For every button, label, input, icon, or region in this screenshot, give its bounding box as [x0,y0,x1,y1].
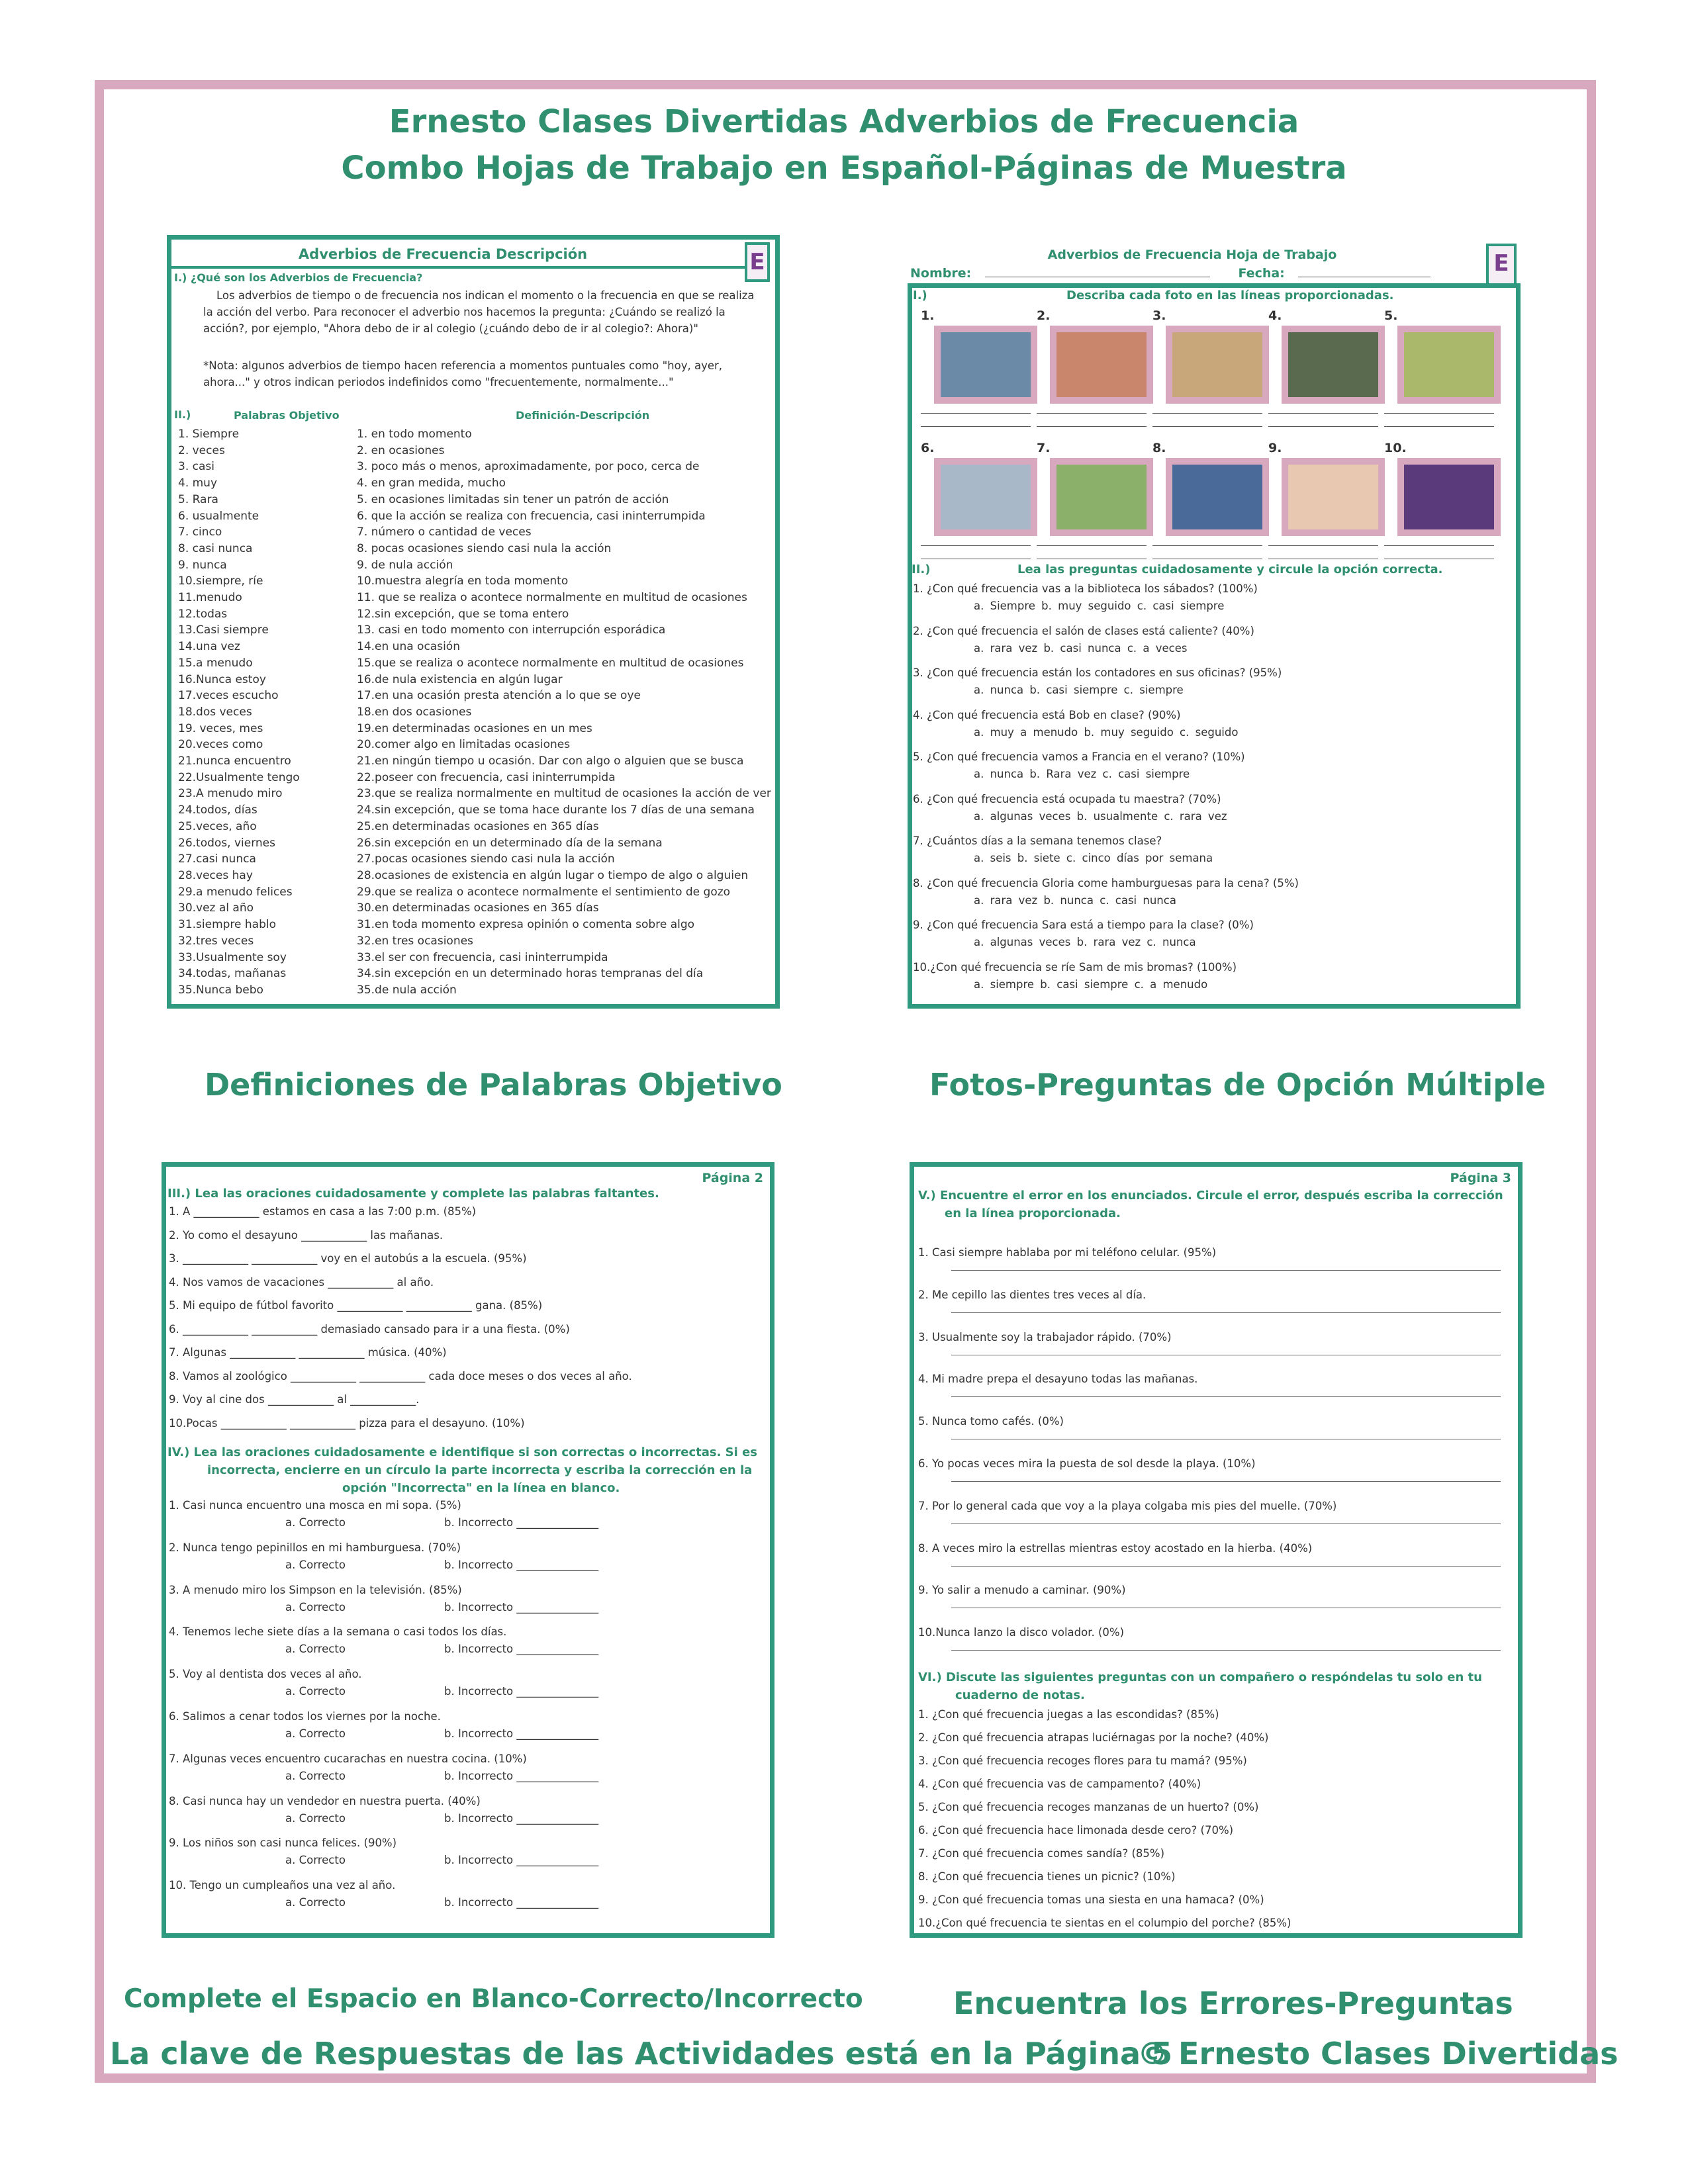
correction-line [951,1312,1501,1313]
error-sentence: 10.Nunca lanzo la disco volador. (0%) [918,1626,1125,1639]
page-title: Adverbios de Frecuencia Descripción [298,246,588,262]
option-correct: a. Correcto [285,1558,346,1571]
target-word: 15.a menudo [178,656,253,670]
definition-item: 7. número o cantidad de veces [357,525,532,539]
photo-number: 4. [1268,308,1282,323]
answer-line [921,413,1031,414]
definition-item: 19.en determinadas ocasiones en un mes [357,721,592,735]
photo-number: 2. [1037,308,1051,323]
definition-item: 6. que la acción se realiza con frecuencia, casi ininterrumpida [357,509,706,523]
section-heading [918,1668,1482,1704]
error-sentence: 8. A veces miro la estrellas mientras estoy acostado en la hierba. (40%) [918,1541,1313,1555]
target-word: 32.tres veces [178,934,254,948]
question-text: 4. ¿Con qué frecuencia está Bob en clase? (90%) [913,708,1181,721]
intro-line: la acción del verbo. Para reconocer el adverbio nos hacemos la pregunta: ¿Cuándo se realizó la [203,306,726,318]
error-sentence: 4. Mi madre prepa el desayuno todas las mañanas. [918,1373,1198,1386]
section-heading [918,1187,1503,1222]
statement-text: 5. Voy al dentista dos veces al año. [169,1668,362,1681]
discussion-question: 6. ¿Con qué frecuencia hace limonada desde cero? (70%) [918,1824,1234,1837]
statement-text: 2. Nunca tengo pepinillos en mi hamburguesa. (70%) [169,1541,461,1554]
date-label: Fecha: [1238,266,1285,281]
target-word: 19. veces, mes [178,721,263,735]
section-line: incorrecta, encierre en un círculo la parte incorrecta y escriba la corrección en la [207,1463,753,1477]
option-incorrect: b. Incorrecto _______________ [444,1558,599,1571]
discussion-question: 2. ¿Con qué frecuencia atrapas luciérnagas por la noche? (40%) [918,1731,1269,1744]
fill-blank-item: 3. ____________ ____________ voy en el autobús a la escuela. (95%) [169,1252,527,1265]
answer-line [1152,545,1262,546]
definition-item: 1. en todo momento [357,428,472,441]
discussion-question: 4. ¿Con qué frecuencia vas de campamento? (40%) [918,1778,1201,1790]
correction-line [951,1396,1501,1397]
statement-text: 3. A menudo miro los Simpson en la televisión. (85%) [169,1583,462,1596]
target-word: 28.veces hay [178,868,253,882]
answer-line [1268,545,1378,546]
definition-item: 9. de nula acción [357,558,453,572]
statement-text: 7. Algunas veces encuentro cucarachas en nuestra cocina. (10%) [169,1752,527,1765]
discussion-question: 7. ¿Con qué frecuencia comes sandía? (85%) [918,1847,1165,1860]
option-incorrect: b. Incorrecto _______________ [444,1811,599,1825]
statement-text: 9. Los niños son casi nunca felices. (90%) [169,1837,397,1850]
target-word: 22.Usualmente tengo [178,770,300,784]
fill-blank-item: 1. A ____________ estamos en casa a las 7:00 p.m. (85%) [169,1205,477,1218]
column-header: Palabras Objetivo [234,409,340,422]
statement-text: 4. Tenemos leche siete días a la semana o casi todos los días. [169,1625,507,1639]
question-options: a. siempre b. casi siempre c. a menudo [974,978,1208,991]
definition-item: 28.ocasiones de existencia en algún lugar o tiempo de algo o alguien [357,868,749,882]
note-line: *Nota: algunos adverbios de tiempo hacen referencia a momentos puntuales como "hoy, ayer, [203,359,723,372]
photo-number: 7. [1037,441,1051,455]
option-incorrect: b. Incorrecto _______________ [444,1600,599,1614]
definitions-list [357,426,771,999]
question-options: a. muy a menudo b. muy seguido c. seguido [974,725,1239,739]
option-correct: a. Correcto [285,1685,346,1698]
caption-photos: Fotos-Preguntas de Opción Múltiple [929,1067,1546,1103]
definition-item: 21.en ningún tiempo u ocasión. Dar con algo o alguien que se busca [357,754,744,768]
answer-line [1037,413,1147,414]
fill-blank-item: 2. Yo como el desayuno ____________ las mañanas. [169,1228,444,1242]
discussion-question: 9. ¿Con qué frecuencia tomas una siesta en una hamaca? (0%) [918,1893,1264,1906]
question-options: a. nunca b. Rara vez c. casi siempre [974,768,1190,780]
header-title: Ernesto Clases Divertidas Adverbios de Frecuencia [389,103,1299,140]
fill-blank-item: 4. Nos vamos de vacaciones ____________ al año. [169,1275,434,1289]
answer-line [1152,413,1262,414]
answer-line [1037,426,1147,427]
photo-number: 9. [1268,441,1282,455]
photo-number: 6. [921,441,935,455]
sample-page-definitions [167,235,780,1009]
intro-text [203,287,754,337]
question-text: 8. ¿Con qué frecuencia Gloria come hamburguesas para la cena? (5%) [913,876,1299,889]
caption-errors: Encuentra los Errores-Preguntas [953,1985,1513,2021]
target-word: 30.vez al año [178,901,254,915]
option-correct: a. Correcto [285,1516,346,1529]
answer-line [1268,413,1378,414]
definition-item: 26.sin excepción en un determinado día de la semana [357,836,663,850]
definition-item: 13. casi en todo momento con interrupción esporádica [357,623,666,637]
section-heading: II.) [174,408,191,421]
option-incorrect: b. Incorrecto _______________ [444,1854,599,1867]
section-heading [167,1443,757,1497]
definition-item: 27.pocas ocasiones siendo casi nula la acción [357,852,615,866]
fill-blank-item: 9. Voy al cine dos ____________ al ____________. [169,1393,420,1406]
photo-image [1166,326,1269,404]
correction-line [951,1566,1501,1567]
target-word: 25.veces, año [178,819,257,833]
discussion-question: 8. ¿Con qué frecuencia tienes un picnic? (10%) [918,1870,1176,1883]
caption-fill-blank: Complete el Espacio en Blanco-Correcto/Incorrecto [124,1984,863,2014]
target-word: 4. muy [178,477,218,490]
option-correct: a. Correcto [285,1643,346,1656]
definition-item: 31.en toda momento expresa opinión o comenta sobre algo [357,918,695,932]
option-incorrect: b. Incorrecto _______________ [444,1516,599,1529]
option-correct: a. Correcto [285,1769,346,1782]
question-text: 3. ¿Con qué frecuencia están los contadores en sus oficinas? (95%) [913,666,1282,679]
error-sentence: 1. Casi siempre hablaba por mi teléfono celular. (95%) [918,1246,1217,1259]
question-text: 2. ¿Con qué frecuencia el salón de clases está caliente? (40%) [913,624,1254,637]
question-text: 5. ¿Con qué frecuencia vamos a Francia en el verano? (10%) [913,751,1245,763]
target-word: 3. casi [178,460,214,474]
photo-image [934,458,1037,536]
section-instructions: Describa cada foto en las líneas proporcionadas. [1066,289,1394,302]
definition-item: 15.que se realiza o acontece normalmente en multitud de ocasiones [357,656,744,670]
target-word: 23.A menudo miro [178,787,283,801]
photo-image [1282,326,1385,404]
target-word: 6. usualmente [178,509,259,523]
fill-blank-item: 10.Pocas ____________ ____________ pizza para el desayuno. (10%) [169,1416,525,1430]
note-text [203,357,722,390]
answer-line [1037,545,1147,546]
question-text: 1. ¿Con qué frecuencia vas a la biblioteca los sábados? (100%) [913,582,1258,595]
option-incorrect: b. Incorrecto _______________ [444,1769,599,1782]
definition-item: 14.en una ocasión [357,640,460,654]
target-word: 31.siempre hablo [178,918,277,932]
sample-page-photos [908,241,1521,1009]
photo-image [1166,458,1269,536]
correction-line [951,1270,1501,1271]
question-options: a. Siempre b. muy seguido c. casi siempre [974,600,1225,612]
definition-item: 5. en ocasiones limitadas sin tener un patrón de acción [357,492,669,506]
answer-line [1384,426,1494,427]
page-number: Página 3 [1450,1171,1511,1185]
question-options: a. algunas veces b. usualmente c. rara vez [974,809,1227,823]
logo-icon: E [745,242,770,282]
statement-text: 1. Casi nunca encuentro una mosca en mi sopa. (5%) [169,1499,461,1512]
photo-number: 8. [1152,441,1166,455]
definition-item: 3. poco más o menos, aproximadamente, por poco, cerca de [357,460,700,474]
definition-item: 8. pocas ocasiones siendo casi nula la acción [357,541,612,555]
definition-item: 4. en gran medida, mucho [357,477,506,490]
statement-text: 10. Tengo un cumpleaños una vez al año. [169,1879,396,1892]
section-line: IV.) Lea las oraciones cuidadosamente e identifique si son correctas o incorrectas. Si es [167,1445,758,1459]
option-correct: a. Correcto [285,1811,346,1825]
photo-image [1397,326,1501,404]
target-word: 29.a menudo felices [178,885,293,899]
answer-line [921,545,1031,546]
answer-line [1152,426,1262,427]
option-correct: a. Correcto [285,1854,346,1867]
target-word: 35.Nunca bebo [178,983,263,997]
footer-copyright: © Ernesto Clases Divertidas [1137,2036,1618,2071]
discussion-question: 10.¿Con qué frecuencia te sientas en el columpio del porche? (85%) [918,1917,1291,1929]
target-word: 7. cinco [178,525,222,539]
answer-line [1268,426,1378,427]
section-instructions: Lea las preguntas cuidadosamente y circule la opción correcta. [1017,563,1443,576]
target-word: 18.dos veces [178,705,252,719]
photo-image [934,326,1037,404]
section-heading: III.) Lea las oraciones cuidadosamente y complete las palabras faltantes. [167,1187,659,1201]
target-word: 34.todas, mañanas [178,967,287,981]
definition-item: 22.poseer con frecuencia, casi ininterrumpida [357,770,616,784]
header-subtitle: Combo Hojas de Trabajo en Español-Páginas de Muestra [341,150,1347,187]
target-words-list [178,426,300,999]
photo-image [1050,326,1153,404]
section-line: opción "Incorrecta" en la línea en blanco. [342,1481,620,1495]
definition-item: 10.muestra alegría en toda momento [357,574,569,588]
sample-page-errors [910,1162,1523,1938]
statement-text: 6. Salimos a cenar todos los viernes por la noche. [169,1710,441,1723]
question-text: 9. ¿Con qué frecuencia Sara está a tiempo para la clase? (0%) [913,919,1254,931]
target-word: 27.casi nunca [178,852,256,866]
option-correct: a. Correcto [285,1600,346,1614]
section-heading: II.) [912,563,931,576]
target-word: 24.todos, días [178,803,258,817]
photo-number: 5. [1384,308,1398,323]
definition-item: 11. que se realiza o acontece normalmente en multitud de ocasiones [357,591,747,605]
error-sentence: 2. Me cepillo las dientes tres veces al día. [918,1288,1147,1301]
target-word: 11.menudo [178,591,242,605]
definition-item: 23.que se realiza normalmente en multitud de ocasiones la acción de ver [357,787,771,801]
definition-item: 33.el ser con frecuencia, casi ininterrumpida [357,950,608,964]
divider [171,266,747,269]
question-options: a. rara vez b. nunca c. casi nunca [974,893,1176,907]
page-title: Adverbios de Frecuencia Hoja de Trabajo [1047,248,1337,262]
error-sentence: 6. Yo pocas veces mira la puesta de sol desde la playa. (10%) [918,1457,1256,1470]
column-header: Definición-Descripción [516,409,650,422]
target-word: 5. Rara [178,492,218,506]
question-text: 7. ¿Cuántos días a la semana tenemos clase? [913,835,1162,847]
error-sentence: 9. Yo salir a menudo a caminar. (90%) [918,1584,1126,1597]
section-line: VI.) Discute las siguientes preguntas con un compañero o respóndelas tu solo en tu [918,1670,1482,1684]
section-line: cuaderno de notas. [955,1688,1085,1702]
photo-number: 3. [1152,308,1166,323]
definition-item: 17.en una ocasión presta atención a lo que se oye [357,689,641,703]
discussion-question: 5. ¿Con qué frecuencia recoges manzanas de un huerto? (0%) [918,1801,1259,1813]
option-incorrect: b. Incorrecto _______________ [444,1685,599,1698]
question-text: 6. ¿Con qué frecuencia está ocupada tu maestra? (70%) [913,792,1221,805]
option-correct: a. Correcto [285,1896,346,1909]
target-word: 12.todas [178,607,228,621]
discussion-question: 3. ¿Con qué frecuencia recoges flores para tu mamá? (95%) [918,1754,1247,1767]
sample-page-fill-blank [162,1162,774,1938]
target-word: 16.Nunca estoy [178,672,266,686]
definition-item: 12.sin excepción, que se toma entero [357,607,569,621]
target-word: 26.todos, viernes [178,836,275,850]
name-label: Nombre: [910,266,972,281]
footer-answer-key: La clave de Respuestas de las Actividades está en la Página 5 [110,2036,1173,2071]
option-correct: a. Correcto [285,1727,346,1740]
target-word: 13.Casi siempre [178,623,269,637]
page-number: Página 2 [702,1171,763,1185]
definition-item: 24.sin excepción, que se toma hace durante los 7 días de una semana [357,803,755,817]
fill-blank-item: 8. Vamos al zoológico ____________ ____________ cada doce meses o dos veces al año. [169,1369,632,1383]
option-incorrect: b. Incorrecto _______________ [444,1643,599,1656]
definition-item: 25.en determinadas ocasiones en 365 días [357,819,599,833]
definition-item: 18.en dos ocasiones [357,705,472,719]
question-text: 10.¿Con qué frecuencia se ríe Sam de mis bromas? (100%) [913,960,1237,974]
definition-item: 30.en determinadas ocasiones en 365 días [357,901,599,915]
question-options: a. algunas veces b. rara vez c. nunca [974,936,1196,948]
caption-definitions: Definiciones de Palabras Objetivo [205,1067,782,1103]
intro-line: acción?, por ejemplo, "Ahora debo de ir al colegio (¿cuándo debo de ir al colegio?: Ahora)" [203,322,698,335]
target-word: 2. veces [178,443,225,457]
option-incorrect: b. Incorrecto _______________ [444,1896,599,1909]
target-word: 10.siempre, ríe [178,574,263,588]
target-word: 17.veces escucho [178,689,279,703]
definition-item: 29.que se realiza o acontece normalmente el sentimiento de gozo [357,885,731,899]
target-word: 21.nunca encuentro [178,754,291,768]
discussion-question: 1. ¿Con qué frecuencia juegas a las escondidas? (85%) [918,1708,1219,1721]
target-word: 1. Siempre [178,428,240,441]
error-sentence: 3. Usualmente soy la trabajador rápido. (70%) [918,1330,1172,1343]
photo-image [1397,458,1501,536]
photo-image [1050,458,1153,536]
definition-item: 20.comer algo en limitadas ocasiones [357,738,571,752]
target-word: 33.Usualmente soy [178,950,287,964]
fill-blank-item: 5. Mi equipo de fútbol favorito ____________ ____________ gana. (85%) [169,1299,543,1312]
photo-image [1282,458,1385,536]
section-heading: I.) [913,289,927,302]
question-options: a. nunca b. casi siempre c. siempre [974,684,1184,696]
answer-line [1384,545,1494,546]
correction-line [951,1481,1501,1482]
photo-number: 1. [921,308,935,323]
answer-line [1384,413,1494,414]
name-field[interactable] [910,266,1430,281]
target-word: 14.una vez [178,640,240,654]
section-line: V.) Encuentre el error en los enunciados. Circule el error, después escriba la corrección [918,1189,1503,1203]
correction-line [951,1650,1501,1651]
fill-blank-item: 6. ____________ ____________ demasiado cansado para ir a una fiesta. (0%) [169,1322,570,1336]
definition-item: 35.de nula acción [357,983,457,997]
intro-line: Los adverbios de tiempo o de frecuencia nos indican el momento o la frecuencia en que se realiza [216,289,755,302]
definition-item: 34.sin excepción en un determinado horas tempranas del día [357,967,704,981]
target-word: 20.veces como [178,738,263,752]
note-line: ahora..." y otros indican periodos indefinidos como "frecuentemente, normalmente..." [203,376,674,388]
error-sentence: 5. Nunca tomo cafés. (0%) [918,1415,1064,1428]
photo-number: 10. [1384,441,1407,455]
definition-item: 32.en tres ocasiones [357,934,473,948]
error-sentence: 7. Por lo general cada que voy a la playa colgaba mis pies del muelle. (70%) [918,1499,1337,1512]
section-heading: I.) ¿Qué son los Adverbios de Frecuencia? [174,271,423,284]
logo-icon: E [1486,244,1517,286]
question-options: a. seis b. siete c. cinco días por semana [974,852,1213,864]
definition-item: 16.de nula existencia en algún lugar [357,672,563,686]
section-line: en la línea proporcionada. [945,1206,1121,1220]
definition-item: 2. en ocasiones [357,443,445,457]
target-word: 9. nunca [178,558,227,572]
fill-blank-item: 7. Algunas ____________ ____________ música. (40%) [169,1346,447,1359]
statement-text: 8. Casi nunca hay un vendedor en nuestra puerta. (40%) [169,1794,481,1807]
option-incorrect: b. Incorrecto _______________ [444,1727,599,1740]
question-options: a. rara vez b. casi nunca c. a veces [974,641,1188,655]
answer-line [921,426,1031,427]
target-word: 8. casi nunca [178,541,253,555]
